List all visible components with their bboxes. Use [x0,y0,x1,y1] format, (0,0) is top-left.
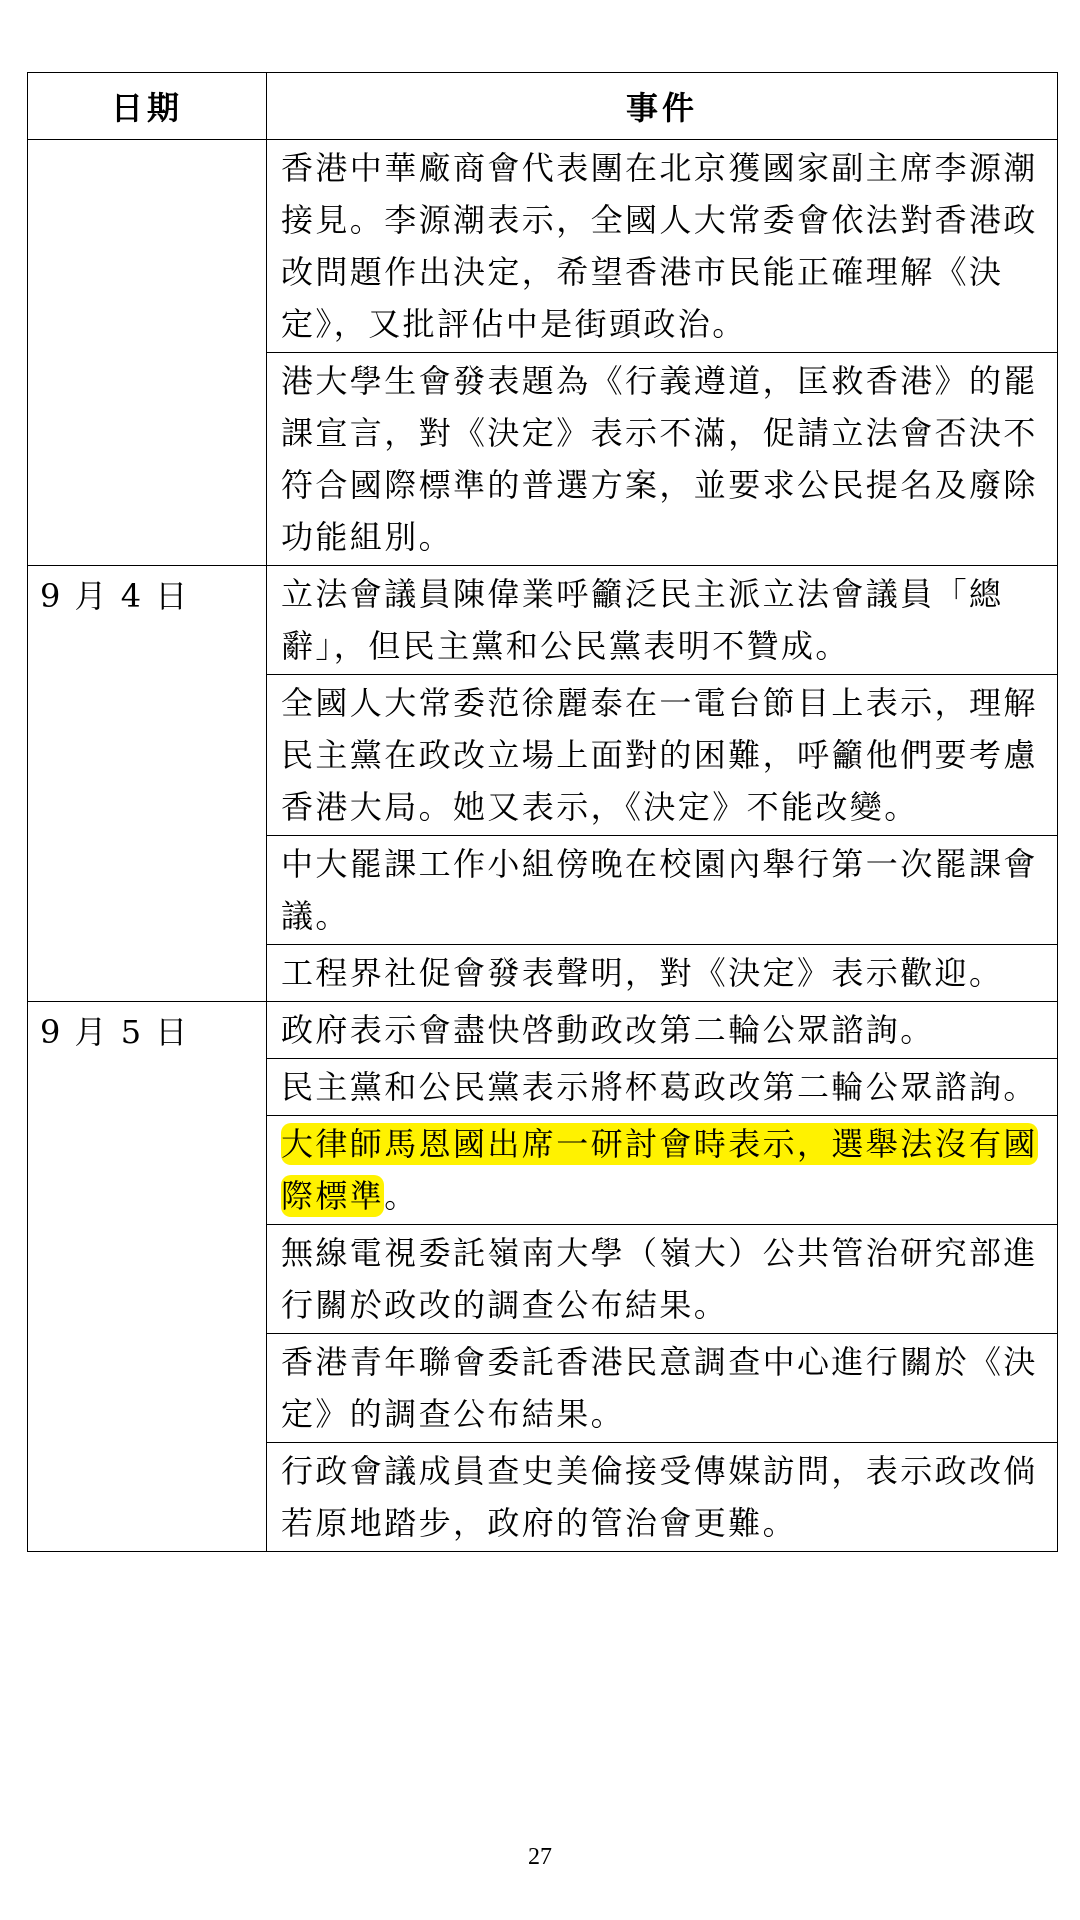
date-column-header: 日期 [28,73,267,140]
event-cell: 香港中華廠商會代表團在北京獲國家副主席李源潮接見。李源潮表示，全國人大常委會依法對香港政改問題作出決定，希望香港市民能正確理解《決定》，又批評佔中是街頭政治。 [267,140,1058,353]
event-cell: 民主黨和公民黨表示將杯葛政改第二輪公眾諮詢。 [267,1059,1058,1116]
table-row [28,566,1058,675]
event-column-header: 事件 [267,73,1058,140]
events-table [27,72,1058,1552]
date-cell [28,140,267,566]
event-cell: 立法會議員陳偉業呼籲泛民主派立法會議員「總辭」，但民主黨和公民黨表明不贊成。 [267,566,1058,675]
event-cell: 全國人大常委范徐麗泰在一電台節目上表示，理解民主黨在政改立場上面對的困難，呼籲他們要考慮香港大局。她又表示，《決定》不能改變。 [267,675,1058,836]
event-cell-highlighted [267,1116,1058,1225]
table-row [28,1002,1058,1059]
date-cell: 9 月 4 日 [28,566,267,1002]
event-cell: 香港青年聯會委託香港民意調查中心進行關於《決定》的調查公布結果。 [267,1334,1058,1443]
highlighted-text: 大律師馬恩國出席一研討會時表示，選舉法沒有國際標準 [281,1125,1038,1215]
event-cell: 工程界社促會發表聲明，對《決定》表示歡迎。 [267,945,1058,1002]
event-cell: 行政會議成員查史美倫接受傳媒訪問，表示政改倘若原地踏步，政府的管治會更難。 [267,1443,1058,1552]
event-cell: 無線電視委託嶺南大學（嶺大）公共管治研究部進行關於政改的調查公布結果。 [267,1225,1058,1334]
event-cell: 政府表示會盡快啓動政改第二輪公眾諮詢。 [267,1002,1058,1059]
date-cell: 9 月 5 日 [28,1002,267,1552]
event-text-tail: 。 [384,1177,419,1215]
table-header-row [28,73,1058,140]
event-cell: 中大罷課工作小組傍晚在校園內舉行第一次罷課會議。 [267,836,1058,945]
page-number: 27 [528,1844,552,1870]
table-row [28,140,1058,353]
event-cell: 港大學生會發表題為《行義遵道，匡救香港》的罷課宣言，對《決定》表示不滿，促請立法會否決不符合國際標準的普選方案，並要求公民提名及廢除功能組別。 [267,353,1058,566]
